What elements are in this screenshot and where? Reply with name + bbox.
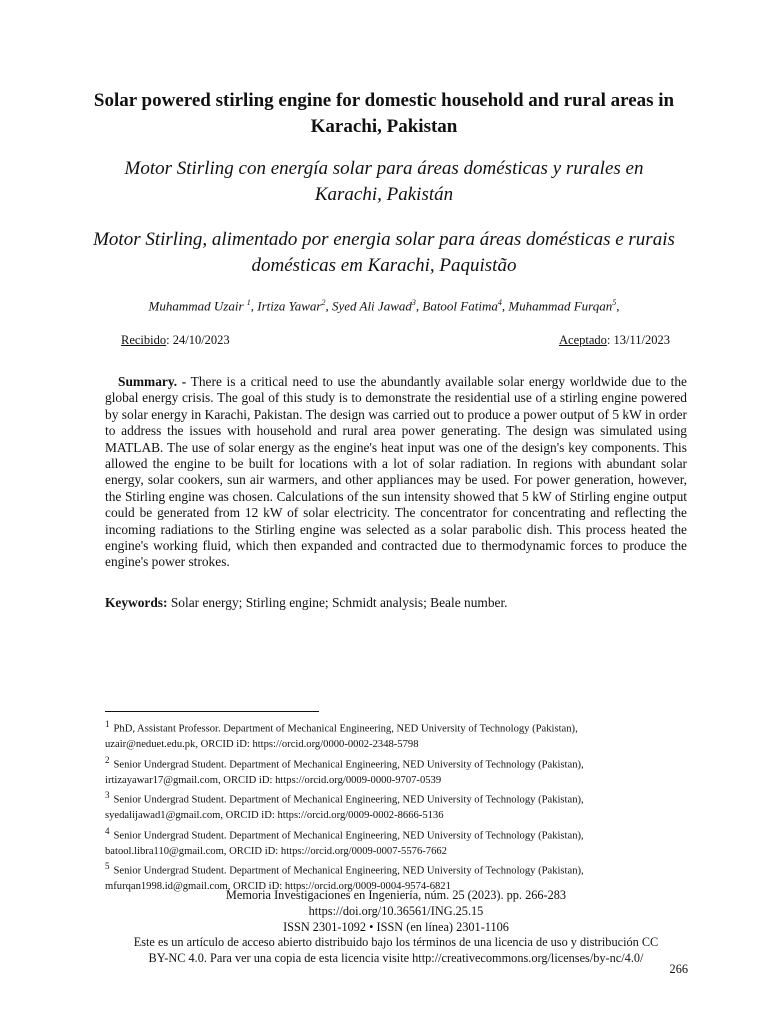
footnote-line [105, 788, 687, 808]
footnote-number: 3 [105, 790, 110, 801]
footnote-affiliation: Senior Undergrad Student. Department of Mechanical Engineering, NED University of Technology (Pakistan), [113, 794, 584, 806]
author-separator: , [415, 298, 423, 314]
author-separator: , [250, 298, 258, 314]
author-separator: , [325, 298, 332, 314]
footnote-affiliation: PhD, Assistant Professor. Department of Mechanical Engineering, NED University of Technology (Pakistan), [113, 723, 578, 735]
footnote-number: 4 [105, 825, 110, 836]
author-name: Muhammad Uzair [148, 298, 244, 314]
footnote-number: 5 [105, 861, 110, 872]
footnote-line [105, 717, 687, 737]
author-name: Muhammad Furqan [508, 298, 613, 314]
footnote-line [105, 753, 687, 773]
accepted-value: : 13/11/2023 [606, 333, 670, 347]
footnote-affiliation: Senior Undergrad Student. Department of Mechanical Engineering, NED University of Technology (Pakistan), [113, 865, 584, 877]
paper-title-english: Solar powered stirling engine for domestic household and rural areas in Karachi, Pakistan [93, 90, 675, 137]
author-ref: 4 [497, 298, 502, 307]
page-number: 266 [669, 962, 688, 976]
journal-citation: Memoria Investigaciones en Ingeniería, núm. 25 (2023). pp. 266-283 [225, 888, 567, 902]
received-value: : 24/10/2023 [166, 333, 230, 347]
author-ref: 5 [612, 298, 617, 307]
license-line: Este es un artículo de acceso abierto distribuido bajo los términos de una licencia de uso y distribución CC [133, 935, 659, 950]
paper-title-spanish: Motor Stirling con energía solar para áreas domésticas y rurales en Karachi, Pakistán [124, 158, 644, 205]
footnote-item [105, 753, 687, 789]
keywords-line [105, 595, 687, 611]
author-name: Syed Ali Jawad [331, 298, 412, 314]
issn-line: ISSN 2301-1092 • ISSN (en línea) 2301-1106 [283, 919, 509, 934]
keywords-label: Keywords: [105, 595, 168, 610]
keywords-text: Solar energy; Stirling engine; Schmidt analysis; Beale number. [167, 595, 508, 610]
footnote-contact: irtizayawar17@gmail.com, ORCID iD: https://orcid.org/0009-0000-9707-0539 [105, 774, 442, 786]
summary-label: Summary. - [118, 374, 187, 389]
author-name: Irtiza Yawar [257, 298, 322, 314]
footnotes [105, 717, 687, 895]
footnote-item [105, 824, 687, 860]
summary-text: There is a critical need to use the abundantly available solar energy worldwide due to the global energy crisis. The goal of this study is to demonstrate the residential use of a stirling engine powered by solar energy in Karachi, Pakistan. The design was carried out to produce a power output of 5 kW in order to address the issues with household and rural area power generating. The design was simulated using MATLAB. The use of solar energy as the engine's heat input was one of the design's key components. This allowed the engine to be built for locations with a lot of solar radiation. In regions with abundant solar energy, solar cookers, sun air warmers, and other appliances may be used. For power generation, however, the Stirling engine was chosen. Calculations of the sun intensity showed that 5 kW of Stirling engine output could be generated from 12 kW of solar electricity. The concentrator for concentrating and reflecting the incoming radiations to the Stirling engine was selected as a solar parabolic dish. This process heated the engine's working fluid, which then expanded and contracted due to thermodynamic forces to produce the engine's power strokes. [105, 374, 688, 570]
footnote-item [105, 717, 687, 753]
footnote-contact: syedalijawad1@gmail.com, ORCID iD: https://orcid.org/0009-0002-8666-5136 [105, 810, 444, 822]
footnote-contact: uzair@neduet.edu.pk, ORCID iD: https://orcid.org/0000-0002-2348-5798 [105, 739, 419, 751]
footnote-contact: mfurqan1998.id@gmail.com, ORCID iD: https://orcid.org/0009-0004-9574-6821 [105, 881, 451, 893]
footnote-affiliation: Senior Undergrad Student. Department of Mechanical Engineering, NED University of Technology (Pakistan), [113, 759, 584, 771]
author-name: Batool Fatima [422, 298, 498, 314]
page-footer [60, 888, 732, 967]
received-label: Recibido [121, 333, 167, 347]
footnote-separator [105, 711, 319, 712]
footnote-affiliation: Senior Undergrad Student. Department of Mechanical Engineering, NED University of Technology (Pakistan), [113, 830, 584, 842]
footnote-contact: batool.libra110@gmail.com, ORCID iD: https://orcid.org/0009-0007-5576-7662 [105, 845, 447, 857]
received-date [121, 332, 230, 348]
paper-title-portuguese: Motor Stirling, alimentado por energia solar para áreas domésticas e rurais domésticas em Karachi, Paquistão [93, 229, 675, 276]
accepted-date [559, 332, 670, 348]
accepted-label: Aceptado [559, 333, 607, 347]
footnote-number: 2 [105, 754, 110, 765]
author-ref: 3 [411, 298, 416, 307]
author-separator: , [616, 298, 620, 314]
footnote-item [105, 788, 687, 824]
summary-paragraph [105, 374, 687, 571]
author-list [90, 294, 678, 315]
license-line: BY-NC 4.0. Para ver una copia de esta licencia visite http://creativecommons.org/licenses/by-nc/4.0/ [148, 951, 644, 966]
footnote-line [105, 824, 687, 844]
author-separator: , [501, 298, 509, 314]
doi-link[interactable]: https://doi.org/10.36561/ING.25.15 [308, 903, 484, 918]
author-ref: 2 [321, 298, 326, 307]
footnote-number: 1 [105, 719, 110, 729]
author-ref: 1 [246, 298, 251, 307]
footnote-line [105, 859, 687, 879]
